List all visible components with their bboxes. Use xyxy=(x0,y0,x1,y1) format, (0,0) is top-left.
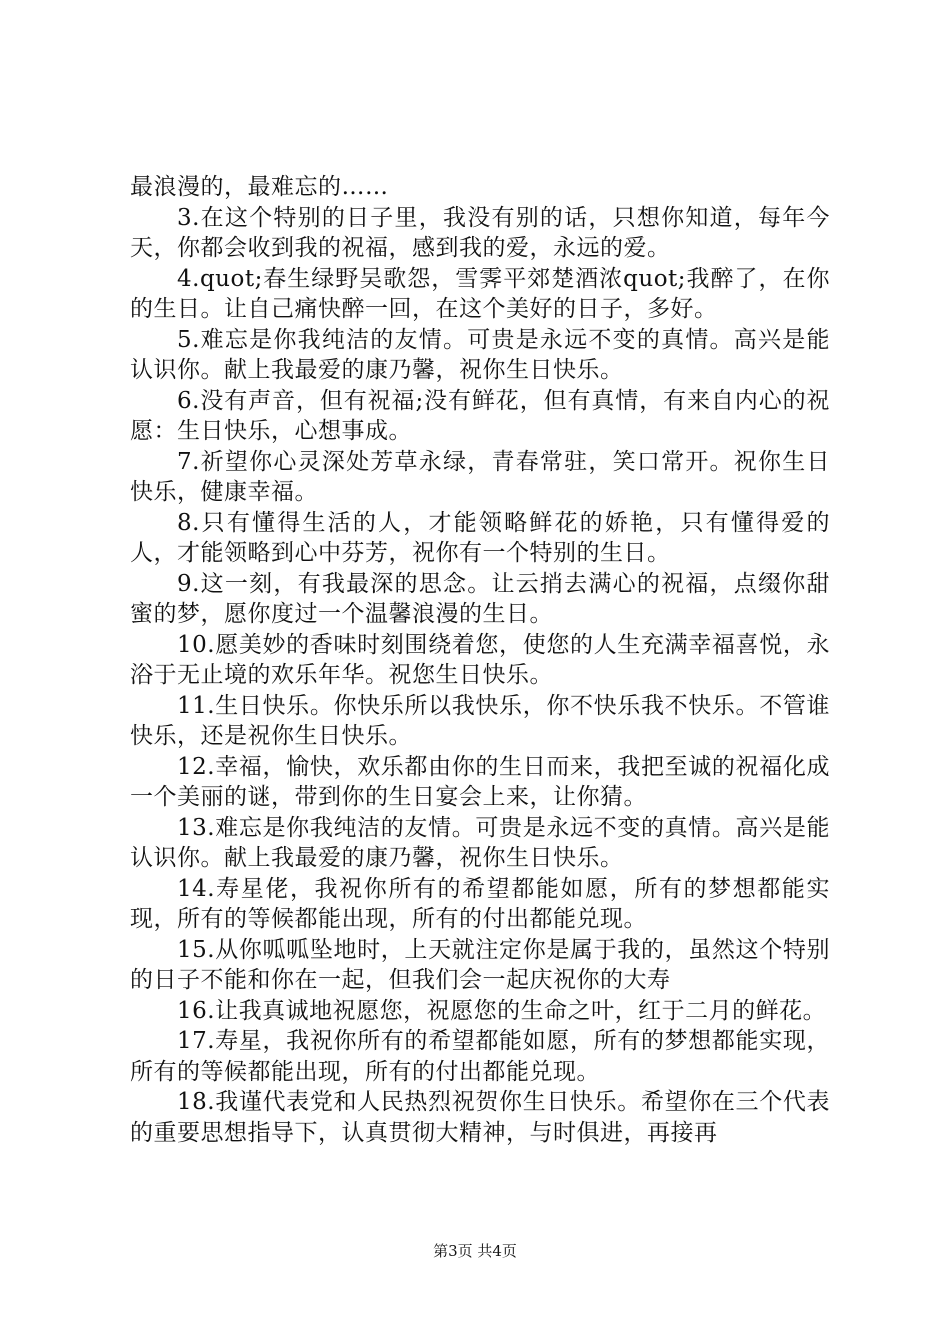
paragraph-5: 7.祈望你心灵深处芳草永绿，青春常驻，笑口常开。祝你生日快乐，健康幸福。 xyxy=(130,448,830,505)
paragraph-16: 18.我谨代表党和人民热烈祝贺你生日快乐。希望你在三个代表的重要思想指导下，认真贯彻大精神，与时俱进，再接再 xyxy=(130,1089,830,1146)
paragraph-3: 5.难忘是你我纯洁的友情。可贵是永远不变的真情。高兴是能认识你。献上我最爱的康乃馨，祝你生日快乐。 xyxy=(130,326,830,383)
paragraph-7: 9.这一刻，有我最深的思念。让云捎去满心的祝福，点缀你甜蜜的梦，愿你度过一个温馨浪漫的生日。 xyxy=(130,570,830,627)
paragraph-6: 8.只有懂得生活的人，才能领略鲜花的娇艳，只有懂得爱的人，才能领略到心中芬芳，祝你有一个特别的生日。 xyxy=(130,509,830,566)
paragraph-12: 14.寿星佬，我祝你所有的希望都能如愿，所有的梦想都能实现，所有的等候都能出现，所有的付出都能兑现。 xyxy=(130,875,830,932)
paragraph-13: 15.从你呱呱坠地时，上天就注定你是属于我的，虽然这个特别的日子不能和你在一起，但我们会一起庆祝你的大寿 xyxy=(130,936,830,993)
paragraph-15: 17.寿星，我祝你所有的希望都能如愿，所有的梦想都能实现，所有的等候都能出现，所有的付出都能兑现。 xyxy=(130,1028,830,1085)
document-body xyxy=(130,172,830,1148)
paragraph-1: 3.在这个特别的日子里，我没有别的话，只想你知道，每年今天，你都会收到我的祝福，感到我的爱，永远的爱。 xyxy=(130,204,830,261)
paragraph-2: 4.quot;春生绿野吴歌怨，雪霁平郊楚酒浓quot;我醉了，在你的生日。让自己痛快醉一回，在这个美好的日子，多好。 xyxy=(130,265,830,322)
paragraph-0: 最浪漫的，最难忘的…… xyxy=(130,174,389,200)
paragraph-9: 11.生日快乐。你快乐所以我快乐，你不快乐我不快乐。不管谁快乐，还是祝你生日快乐。 xyxy=(130,692,830,749)
paragraph-10: 12.幸福，愉快，欢乐都由你的生日而来，我把至诚的祝福化成一个美丽的谜，带到你的生日宴会上来，让你猜。 xyxy=(130,753,830,810)
paragraph-11: 13.难忘是你我纯洁的友情。可贵是永远不变的真情。高兴是能认识你。献上我最爱的康乃馨，祝你生日快乐。 xyxy=(130,814,830,871)
paragraph-4: 6.没有声音，但有祝福;没有鲜花，但有真情，有来自内心的祝愿：生日快乐，心想事成。 xyxy=(130,387,830,444)
paragraph-14: 16.让我真诚地祝愿您，祝愿您的生命之叶，红于二月的鲜花。 xyxy=(177,997,827,1024)
paragraph-8: 10.愿美妙的香味时刻围绕着您，使您的人生充满幸福喜悦，永浴于无止境的欢乐年华。祝您生日快乐。 xyxy=(130,631,830,688)
page-number-footer: 第3页 共4页 xyxy=(433,1242,517,1260)
